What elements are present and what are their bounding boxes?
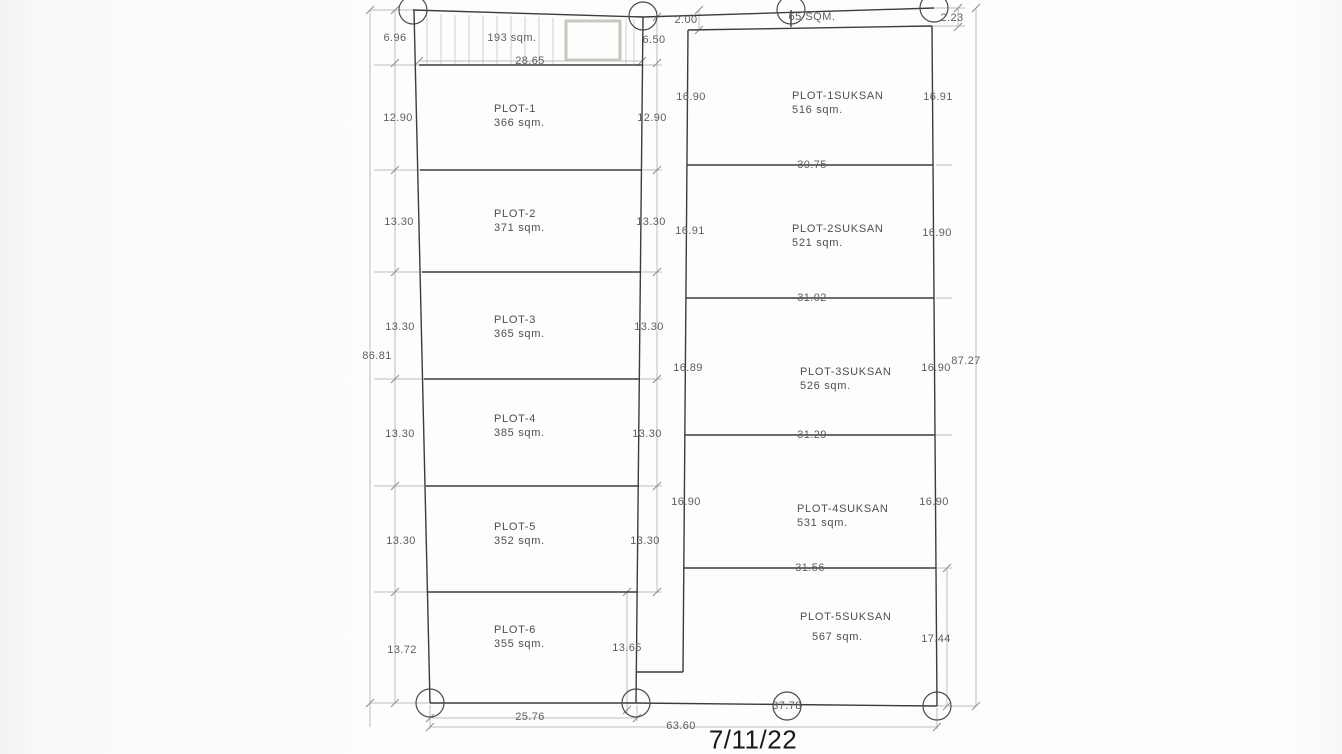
dim-plot5-right-depth: 13.30 <box>630 535 660 547</box>
dim-suksan1-right-depth: 16.91 <box>923 91 953 103</box>
dim-overall-bottom-width: 63.60 <box>666 720 696 732</box>
plot-label-suksan5-name: PLOT-5SUKSAN <box>800 611 892 623</box>
dim-suksan5-right-depth: 17.44 <box>921 633 951 645</box>
plot-name: PLOT-3 <box>494 314 537 326</box>
plot-area: 385 sqm. <box>494 427 545 439</box>
plot-label-suksan2 <box>792 222 884 250</box>
plot-label-plot4 <box>494 412 545 440</box>
dim-plot5-left-depth: 13.30 <box>386 535 416 547</box>
right-block-outline <box>636 8 937 706</box>
plot-area: 531 sqm. <box>797 517 848 529</box>
dim-suksan4-left-depth: 16.90 <box>671 496 701 508</box>
dim-strip-left-height: 6.96 <box>383 32 407 44</box>
dim-suksan1-width: 30.75 <box>797 159 827 171</box>
structure-footprint <box>566 21 620 60</box>
plot-area: 352 sqm. <box>494 535 545 547</box>
plot-name: PLOT-1SUKSAN <box>792 90 884 102</box>
dim-block2-bottom-width: 37.78 <box>772 700 802 712</box>
dim-suksan4-right-depth: 16.90 <box>919 496 949 508</box>
dim-strip-right-height: 6.50 <box>642 34 666 46</box>
dim-plot3-left-depth: 13.30 <box>385 321 415 333</box>
dim-suksan4-width: 31.56 <box>795 562 825 574</box>
plot-area: 355 sqm. <box>494 638 545 650</box>
dim-plot4-right-depth: 13.30 <box>632 428 662 440</box>
dim-block1-bottom-width: 25.76 <box>515 711 545 723</box>
dim-plot2-left-depth: 13.30 <box>384 216 414 228</box>
dim-suksan2-right-depth: 16.90 <box>922 227 952 239</box>
plot-label-suksan1 <box>792 89 884 117</box>
plot-label-suksan5-area: 567 sqm. <box>812 631 863 643</box>
plot-name: PLOT-4 <box>494 413 537 425</box>
dim-plot4-left-depth: 13.30 <box>385 428 415 440</box>
plot-area: 371 sqm. <box>494 222 545 234</box>
plot-name: PLOT-2 <box>494 208 537 220</box>
dim-strip-width: 28.65 <box>515 55 545 67</box>
plot-name: PLOT-4SUKSAN <box>797 503 889 515</box>
plot-area: 521 sqm. <box>792 237 843 249</box>
plot-label-suksan4 <box>797 502 889 530</box>
plot-name: PLOT-2SUKSAN <box>792 223 884 235</box>
suksan-strip-area-label: 65 SQM. <box>788 11 836 23</box>
plot-area: 366 sqm. <box>494 117 545 129</box>
plot-name: PLOT-1 <box>494 103 537 115</box>
dim-plot6-left-depth: 13.72 <box>387 644 417 656</box>
plot-label-plot1 <box>494 102 545 130</box>
dim-total-left-depth: 86.81 <box>362 350 392 362</box>
strip-area-label: 193 sqm. <box>487 32 537 44</box>
plot-name: PLOT-6 <box>494 624 537 636</box>
plot-label-plot2 <box>494 207 545 235</box>
dim-suksan3-width: 31.29 <box>797 429 827 441</box>
date-label: 7/11/22 <box>708 724 798 754</box>
plot-label-plot3 <box>494 313 545 341</box>
dim-plot1-left-depth: 12.90 <box>383 112 413 124</box>
dim-plot6-right-depth: 13.65 <box>612 642 642 654</box>
dim-suksan2-left-depth: 16.91 <box>675 225 705 237</box>
dim-suksan2-width: 31.02 <box>797 292 827 304</box>
plot-name: PLOT-3SUKSAN <box>800 366 892 378</box>
plot-area: 526 sqm. <box>800 380 851 392</box>
plot-area: 365 sqm. <box>494 328 545 340</box>
dim-plot2-right-depth: 13.30 <box>636 216 666 228</box>
dim-suksan-strip-right-height: 2.23 <box>940 12 964 24</box>
plot-name: PLOT-5 <box>494 521 537 533</box>
dim-plot3-right-depth: 13.30 <box>634 321 664 333</box>
survey-marker-circle <box>399 0 427 24</box>
plot-label-plot5 <box>494 520 545 548</box>
dim-suksan3-right-depth: 16.90 <box>921 362 951 374</box>
plot-label-suksan3 <box>800 365 892 393</box>
dim-suksan-strip-left-height: 2.00 <box>674 14 698 26</box>
plot-label-plot6 <box>494 623 545 651</box>
plot-area: 516 sqm. <box>792 104 843 116</box>
dim-suksan3-left-depth: 16.89 <box>673 362 703 374</box>
dim-total-right-depth: 87.27 <box>951 355 981 367</box>
dim-plot1-right-depth: 12.90 <box>637 112 667 124</box>
dim-suksan1-left-depth: 16.90 <box>676 91 706 103</box>
